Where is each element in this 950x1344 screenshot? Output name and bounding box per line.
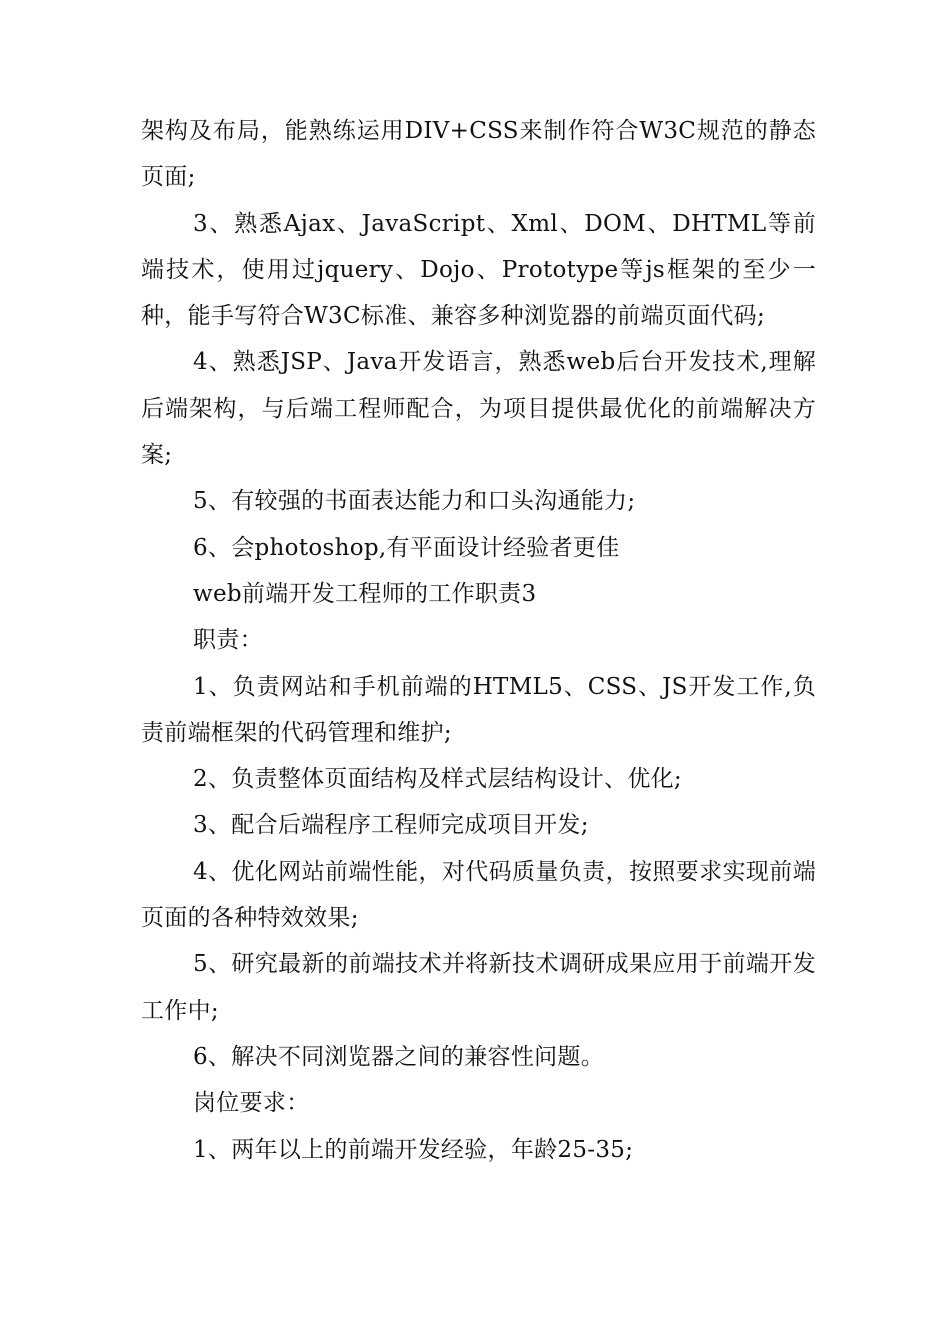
duty-item-5: 5、研究最新的前端技术并将新技术调研成果应用于前端开发工作中; [141,951,816,1024]
duty-item-6: 6、解决不同浏览器之间的兼容性问题。 [193,1043,605,1070]
duties-heading: 职责： [193,627,263,654]
paragraph-requirement-6: 6、会photoshop,有平面设计经验者更佳 [193,534,620,561]
section-heading: web前端开发工程师的工作职责3 [193,580,537,607]
paragraph-requirement-3: 3、熟悉Ajax、JavaScript、Xml、DOM、DHTML等前端技术，使用过jquery、Dojo、Prototype等js框架的至少一种，能手写符合W3C标准、兼容多种浏览器的前端页面代码; [141,210,816,330]
requirements-heading: 岗位要求： [193,1090,310,1117]
duty-item-1: 1、负责网站和手机前端的HTML5、CSS、JS开发工作,负责前端框架的代码管理和维护; [141,673,816,746]
duty-item-3: 3、配合后端程序工程师完成项目开发; [193,812,589,839]
paragraph-requirement-5: 5、有较强的书面表达能力和口头沟通能力; [193,488,636,515]
paragraph-requirement-4: 4、熟悉JSP、Java开发语言，熟悉web后台开发技术,理解后端架构，与后端工程师配合，为项目提供最优化的前端解决方案; [141,349,816,469]
requirement-item-1: 1、两年以上的前端开发经验，年龄25-35; [193,1136,634,1163]
paragraph-layout-skills: 架构及布局，能熟练运用DIV+CSS来制作符合W3C规范的静态页面; [141,118,816,191]
duty-item-2: 2、负责整体页面结构及样式层结构设计、优化; [193,766,682,793]
document-body [141,108,816,1173]
duty-item-4: 4、优化网站前端性能，对代码质量负责，按照要求实现前端页面的各种特效效果; [141,858,816,932]
